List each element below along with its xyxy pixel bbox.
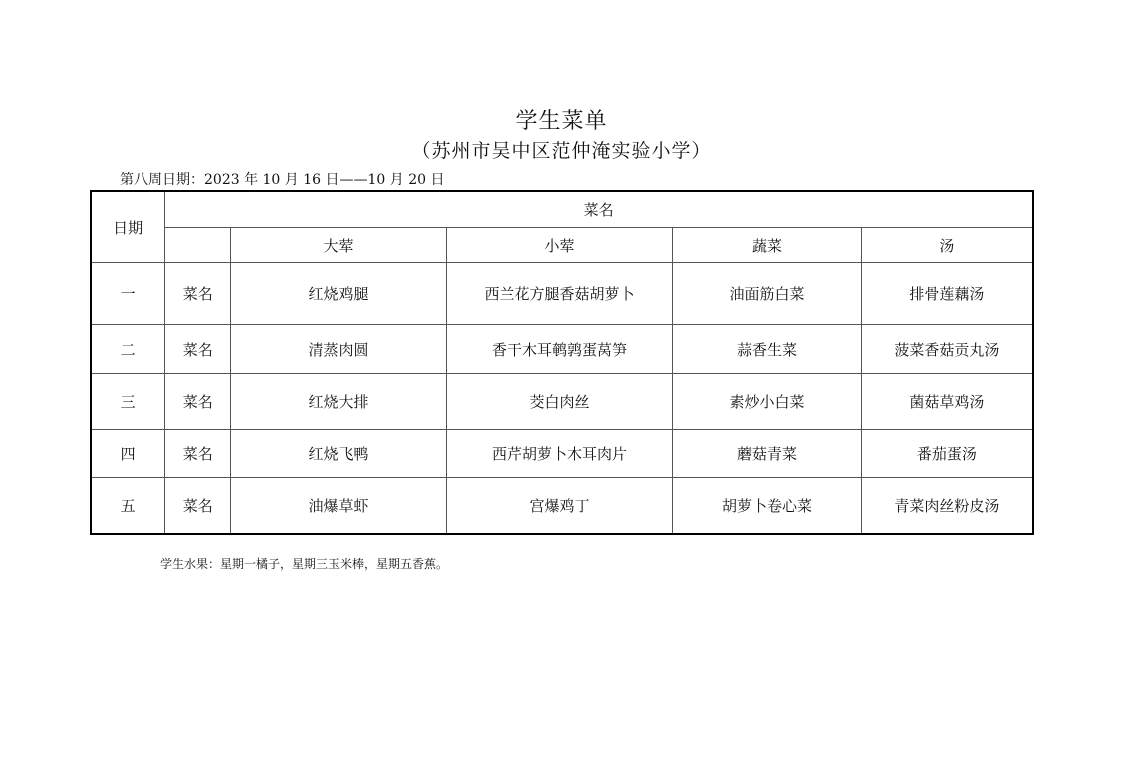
vegetable-cell: 素炒小白菜 (673, 374, 862, 430)
day-cell: 三 (91, 374, 165, 430)
vegetable-cell: 胡萝卜卷心菜 (673, 478, 862, 535)
table-row (91, 374, 1033, 430)
column-header-side-meat: 小荤 (446, 228, 673, 263)
main-meat-cell: 红烧鸡腿 (231, 263, 447, 325)
menu-table (90, 190, 1034, 535)
column-header-soup: 汤 (861, 228, 1033, 263)
main-meat-cell: 油爆草虾 (231, 478, 447, 535)
main-meat-cell: 红烧飞鸭 (231, 430, 447, 478)
empty-label-header (165, 228, 231, 263)
fruit-note: 学生水果：星期一橘子，星期三玉米棒，星期五香蕉。 (160, 557, 449, 571)
school-subtitle: （苏州市吴中区范仲淹实验小学） (411, 140, 712, 162)
vegetable-cell: 蘑菇青菜 (673, 430, 862, 478)
side-meat-cell: 香干木耳鹌鹑蛋莴笋 (446, 325, 673, 374)
main-meat-cell: 红烧大排 (231, 374, 447, 430)
side-meat-cell: 宫爆鸡丁 (446, 478, 673, 535)
category-header-row (91, 228, 1033, 263)
table-header-row (91, 191, 1033, 228)
date-header: 日期 (91, 191, 165, 263)
column-header-vegetable: 蔬菜 (673, 228, 862, 263)
table-row (91, 325, 1033, 374)
table-row (91, 478, 1033, 535)
day-cell: 二 (91, 325, 165, 374)
column-header-main-meat: 大荤 (231, 228, 447, 263)
soup-cell: 番茄蛋汤 (861, 430, 1033, 478)
day-cell: 一 (91, 263, 165, 325)
row-label-cell: 菜名 (165, 374, 231, 430)
row-label-cell: 菜名 (165, 325, 231, 374)
day-cell: 四 (91, 430, 165, 478)
side-meat-cell: 西兰花方腿香菇胡萝卜 (446, 263, 673, 325)
soup-cell: 菌菇草鸡汤 (861, 374, 1033, 430)
day-cell: 五 (91, 478, 165, 535)
table-row (91, 263, 1033, 325)
row-label-cell: 菜名 (165, 478, 231, 535)
soup-cell: 排骨莲藕汤 (861, 263, 1033, 325)
week-date-line: 第八周日期：2023 年 10 月 16 日——10 月 20 日 (120, 172, 445, 188)
vegetable-cell: 蒜香生菜 (673, 325, 862, 374)
side-meat-cell: 茭白肉丝 (446, 374, 673, 430)
soup-cell: 菠菜香菇贡丸汤 (861, 325, 1033, 374)
main-meat-cell: 清蒸肉圆 (231, 325, 447, 374)
menu-header: 菜名 (165, 191, 1033, 228)
row-label-cell: 菜名 (165, 430, 231, 478)
side-meat-cell: 西芹胡萝卜木耳肉片 (446, 430, 673, 478)
row-label-cell: 菜名 (165, 263, 231, 325)
table-row (91, 430, 1033, 478)
vegetable-cell: 油面筋白菜 (673, 263, 862, 325)
page-title: 学生菜单 (515, 109, 608, 134)
soup-cell: 青菜肉丝粉皮汤 (861, 478, 1033, 535)
